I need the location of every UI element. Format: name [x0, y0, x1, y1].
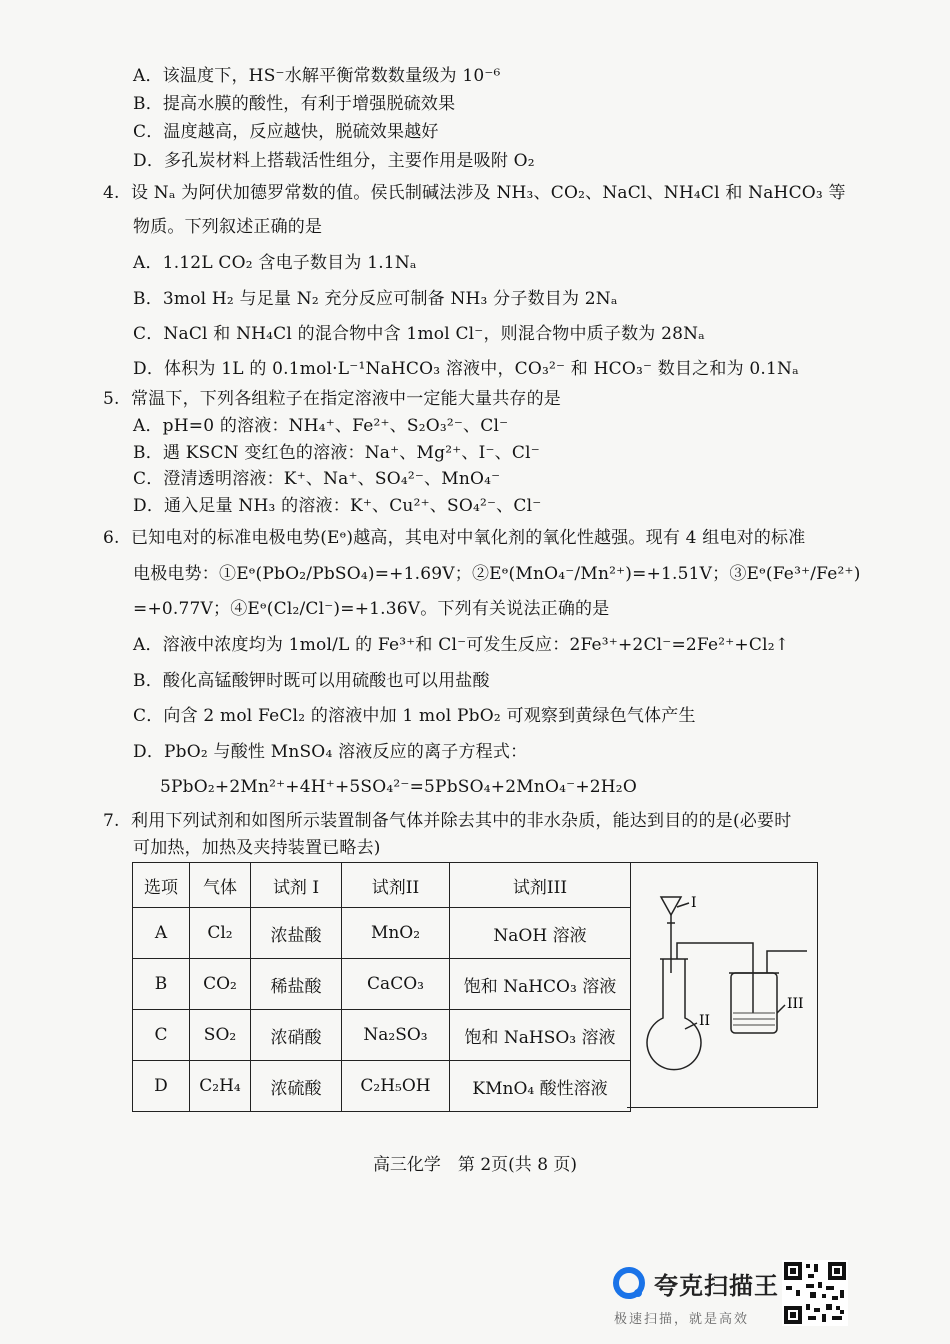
table-row: [133, 959, 631, 1010]
table-cell: 浓盐酸: [251, 908, 342, 959]
q6-option-b: B．酸化高锰酸钾时既可以用硫酸也可以用盐酸: [133, 671, 490, 691]
q6-option-d: D．PbO₂ 与酸性 MnSO₄ 溶液反应的离子方程式：: [133, 742, 528, 762]
q7-stem-line1: 利用下列试剂和如图所示装置制备气体并除去其中的非水杂质，能达到目的的是(必要时: [131, 811, 792, 831]
table-cell: B: [133, 959, 190, 1010]
q7-stem: [103, 810, 791, 832]
q4-stem-line1: 设 Nₐ 为阿伏加德罗常数的值。侯氏制碱法涉及 NH₃、CO₂、NaCl、NH₄Cl 和 NaHCO₃ 等: [131, 183, 846, 203]
wash-bottle: [731, 973, 777, 1033]
q5-stem: [103, 388, 561, 410]
outlet-tube: [767, 951, 807, 973]
q4-stem: [103, 182, 846, 204]
q6-stem-line3: =+0.77V；④Eᶱ(Cl₂/Cl⁻)=+1.36V。下列有关说法正确的是: [133, 599, 610, 619]
q4-option-b: B．3mol H₂ 与足量 N₂ 充分反应可制备 NH₃ 分子数目为 2Nₐ: [133, 289, 618, 309]
q6-number: 6.: [103, 528, 120, 548]
scanner-slogan: 极速扫描，就是高效: [614, 1312, 750, 1327]
q7-stem-line2: 可加热，加热及夹持装置已略去): [133, 838, 381, 858]
table-cell: D: [133, 1061, 190, 1112]
table-cell: Na₂SO₃: [342, 1010, 450, 1061]
q5-stem-text: 常温下，下列各组粒子在指定溶液中一定能大量共存的是: [131, 389, 561, 409]
q7-reagent-table-wrapper: [132, 862, 818, 1108]
scanner-logo-icon: [612, 1266, 646, 1300]
q6-option-d-equation: 5PbO₂+2Mn²⁺+4H⁺+5SO₄²⁻=5PbSO₄+2MnO₄⁻+2H₂O: [160, 777, 637, 797]
q5-option-d: D．通入足量 NH₃ 的溶液：K⁺、Cu²⁺、SO₄²⁻、Cl⁻: [133, 496, 542, 516]
table-cell: NaOH 溶液: [450, 908, 631, 959]
q4-option-a: A．1.12L CO₂ 含电子数目为 1.1Nₐ: [133, 253, 417, 273]
label-ii: II: [699, 1013, 711, 1029]
q5-option-b: B．遇 KSCN 变红色的溶液：Na⁺、Mg²⁺、I⁻、Cl⁻: [133, 443, 540, 463]
q4-option-c: C．NaCl 和 NH₄Cl 的混合物中含 1mol Cl⁻，则混合物中质子数为 28Nₐ: [133, 324, 705, 344]
q6-stem-line2: 电极电势：①Eᶱ(PbO₂/PbSO₄)=+1.69V；②Eᶱ(MnO₄⁻/Mn²⁺)=+1.51V；③Eᶱ(Fe³⁺/Fe²⁺): [133, 564, 861, 584]
q3-option-c: C．温度越高，反应越快，脱硫效果越好: [133, 122, 439, 142]
q4-number: 4.: [103, 183, 120, 203]
table-cell: 饱和 NaHCO₃ 溶液: [450, 959, 631, 1010]
round-bottom-flask: [647, 959, 701, 1070]
table-cell: C₂H₅OH: [342, 1061, 450, 1112]
q5-option-a: A．pH=0 的溶液：NH₄⁺、Fe²⁺、S₂O₃²⁻、Cl⁻: [133, 416, 509, 436]
gas-apparatus-diagram: [627, 863, 817, 1109]
table-cell: 浓硝酸: [251, 1010, 342, 1061]
table-cell: 浓硫酸: [251, 1061, 342, 1112]
table-header-cell: 选项: [133, 863, 190, 908]
table-header-row: [133, 863, 631, 908]
qr-code-icon: [782, 1260, 848, 1326]
label-i: I: [691, 895, 697, 911]
table-row: [133, 1061, 631, 1112]
q7-number: 7.: [103, 811, 120, 831]
table-cell: A: [133, 908, 190, 959]
table-header-cell: 试剂III: [450, 863, 631, 908]
delivery-tube: [677, 943, 753, 1013]
q3-option-b: B．提高水膜的酸性，有利于增强脱硫效果: [133, 94, 456, 114]
q3-option-a: A．该温度下，HS⁻水解平衡常数数量级为 10⁻⁶: [133, 66, 501, 86]
q4-stem-line2: 物质。下列叙述正确的是: [133, 217, 323, 237]
q7-reagent-table: [132, 862, 631, 1112]
q5-option-c: C．澄清透明溶液：K⁺、Na⁺、SO₄²⁻、MnO₄⁻: [133, 469, 501, 489]
table-cell: SO₂: [190, 1010, 251, 1061]
label-iii: III: [787, 996, 804, 1012]
q3-option-d: D．多孔炭材料上搭载活性组分，主要作用是吸附 O₂: [133, 151, 535, 171]
page-footer: 高三化学 第 2页(共 8 页): [372, 1155, 578, 1175]
table-cell: Cl₂: [190, 908, 251, 959]
scanner-watermark: [612, 1260, 852, 1330]
table-row: [133, 908, 631, 959]
label-iii-leader: [777, 1005, 785, 1013]
table-cell: CO₂: [190, 959, 251, 1010]
q6-option-c: C．向含 2 mol FeCl₂ 的溶液中加 1 mol PbO₂ 可观察到黄绿色气体产生: [133, 706, 696, 726]
table-cell: CaCO₃: [342, 959, 450, 1010]
q6-option-a: A．溶液中浓度均为 1mol/L 的 Fe³⁺和 Cl⁻可发生反应：2Fe³⁺+2Cl⁻=2Fe²⁺+Cl₂↑: [133, 635, 790, 655]
table-header-cell: 试剂 I: [251, 863, 342, 908]
table-header-cell: 气体: [190, 863, 251, 908]
table-cell: KMnO₄ 酸性溶液: [450, 1061, 631, 1112]
table-cell: 稀盐酸: [251, 959, 342, 1010]
table-cell: MnO₂: [342, 908, 450, 959]
table-cell: C: [133, 1010, 190, 1061]
q6-stem: [103, 527, 805, 549]
table-header-cell: 试剂II: [342, 863, 450, 908]
table-row: [133, 1010, 631, 1061]
table-cell: C₂H₄: [190, 1061, 251, 1112]
wash-liquid: [733, 1013, 775, 1025]
apparatus-diagram-cell: [627, 862, 818, 1108]
q6-stem-line1: 已知电对的标准电极电势(Eᶱ)越高，其电对中氧化剂的氧化性越强。现有 4 组电对的标准: [131, 528, 806, 548]
q4-option-d: D．体积为 1L 的 0.1mol·L⁻¹NaHCO₃ 溶液中，CO₃²⁻ 和 HCO₃⁻ 数目之和为 0.1Nₐ: [133, 359, 799, 379]
q5-number: 5.: [103, 389, 120, 409]
scanner-app-name: 夸克扫描王: [654, 1272, 779, 1300]
label-i-leader: [677, 903, 689, 907]
table-cell: 饱和 NaHSO₃ 溶液: [450, 1010, 631, 1061]
